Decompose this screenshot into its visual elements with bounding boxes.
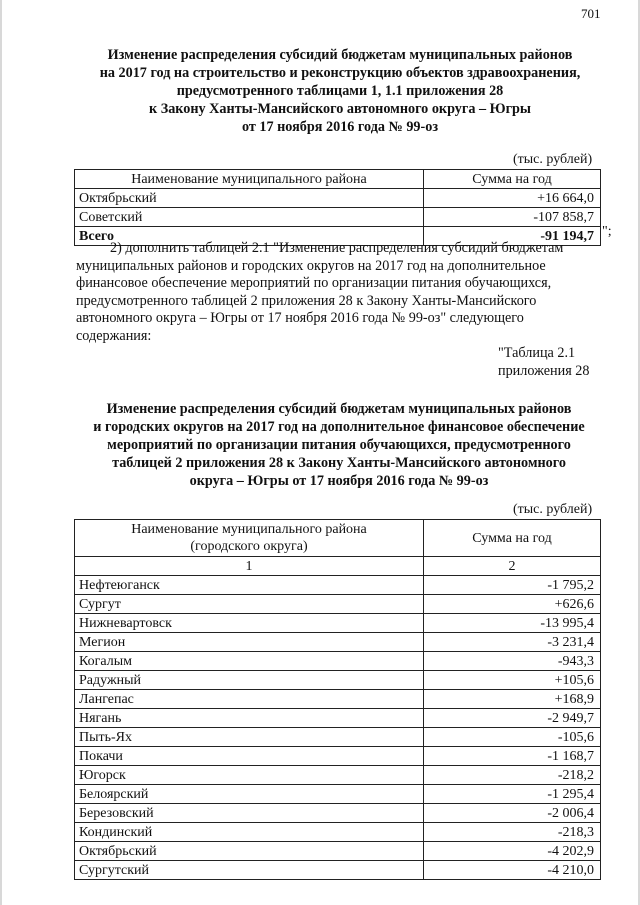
- column-number: 2: [424, 557, 601, 576]
- title-line: предусмотренного таблицами 1, 1.1 приложения 28: [176, 83, 504, 99]
- column-header-name: [75, 520, 424, 557]
- title-line: таблицей 2 приложения 28 к Закону Ханты-Мансийского автономного: [112, 455, 566, 471]
- table2-body: [75, 576, 601, 880]
- column-header-sum: Сумма на год: [424, 170, 601, 189]
- district-sum: -13 995,4: [424, 614, 601, 633]
- document-title: [60, 46, 620, 136]
- table-row: [75, 690, 601, 709]
- district-name: Сургутский: [75, 861, 424, 880]
- title-line: Изменение распределения субсидий бюджетам муниципальных районов: [107, 47, 573, 63]
- amendment-paragraph: [76, 240, 598, 345]
- table-row: [75, 614, 601, 633]
- table-row: [75, 671, 601, 690]
- table-row: [75, 728, 601, 747]
- district-name: Нефтеюганск: [75, 576, 424, 595]
- district-sum: +168,9: [424, 690, 601, 709]
- table-reference-line: "Таблица 2.1: [498, 345, 576, 361]
- scan-edge-left: [0, 0, 2, 905]
- paragraph-line: автономного округа – Югры от 17 ноября 2016 года № 99-оз" следующего: [76, 310, 524, 326]
- title-line: округа – Югры от 17 ноября 2016 года № 99-оз: [189, 473, 489, 489]
- title-line: Изменение распределения субсидий бюджетам муниципальных районов: [106, 401, 572, 417]
- table1-unit: (тыс. рублей): [513, 152, 593, 167]
- district-name: Пыть-Ях: [75, 728, 424, 747]
- district-name: Югорск: [75, 766, 424, 785]
- district-name: Березовский: [75, 804, 424, 823]
- total-sum: -91 194,7: [424, 227, 601, 246]
- paragraph-line: предусмотренного таблицей 2 приложения 28 к Закону Ханты-Мансийского: [76, 292, 537, 309]
- district-sum: -4 210,0: [424, 861, 601, 880]
- table-row: [75, 709, 601, 728]
- title-line: на 2017 год на строительство и реконструкцию объектов здравоохранения,: [99, 65, 581, 81]
- table-header-row: [75, 520, 601, 557]
- district-sum: -3 231,4: [424, 633, 601, 652]
- district-name: Лангепас: [75, 690, 424, 709]
- column-number-row: [75, 557, 601, 576]
- table1-closing-quote: ";: [602, 224, 612, 239]
- column-header-name-line1: Наименование муниципального района: [131, 522, 367, 537]
- paragraph-line: муниципальных районов и городских округов на 2017 год на дополнительное: [76, 257, 546, 274]
- subsidy-table-2: [74, 519, 601, 880]
- total-label: Всего: [75, 227, 424, 246]
- title-line: и городских округов на 2017 год на дополнительное финансовое обеспечение: [93, 419, 585, 435]
- district-sum: -105,6: [424, 728, 601, 747]
- district-sum: -1 795,2: [424, 576, 601, 595]
- district-sum: -218,2: [424, 766, 601, 785]
- table-row: [75, 747, 601, 766]
- district-name: Белоярский: [75, 785, 424, 804]
- district-sum: -2 949,7: [424, 709, 601, 728]
- district-sum: -4 202,9: [424, 842, 601, 861]
- column-number: 1: [75, 557, 424, 576]
- paragraph-text: 2) дополнить таблицей 2.1 "Изменение распределения субсидий бюджетам: [110, 240, 564, 256]
- district-name: Мегион: [75, 633, 424, 652]
- table-row: [75, 823, 601, 842]
- table-row: [75, 189, 601, 208]
- table-reference: [498, 344, 589, 380]
- title-line: от 17 ноября 2016 года № 99-оз: [241, 119, 439, 135]
- district-name: Советский: [75, 208, 424, 227]
- district-name: Нижневартовск: [75, 614, 424, 633]
- subsidy-table-1: [74, 169, 601, 246]
- paragraph-line: содержания:: [76, 327, 152, 344]
- district-sum: +626,6: [424, 595, 601, 614]
- table-row: [75, 633, 601, 652]
- district-sum: -943,3: [424, 652, 601, 671]
- table2-title: [66, 400, 612, 490]
- table-row: [75, 766, 601, 785]
- column-header-name-line2: (городского округа): [190, 539, 308, 554]
- district-name: Покачи: [75, 747, 424, 766]
- title-line: мероприятий по организации питания обучающихся, предусмотренного: [107, 437, 571, 453]
- table-row: [75, 576, 601, 595]
- district-sum: +105,6: [424, 671, 601, 690]
- table2-unit: (тыс. рублей): [513, 502, 593, 517]
- table-reference-line: приложения 28: [498, 363, 590, 379]
- district-name: Кондинский: [75, 823, 424, 842]
- page-number: 701: [581, 6, 601, 21]
- district-name: Сургут: [75, 595, 424, 614]
- district-sum: -107 858,7: [424, 208, 601, 227]
- district-sum: -1 295,4: [424, 785, 601, 804]
- district-sum: +16 664,0: [424, 189, 601, 208]
- paragraph-line: [76, 240, 598, 258]
- table-row: [75, 595, 601, 614]
- district-name: Радужный: [75, 671, 424, 690]
- district-name: Октябрьский: [75, 189, 424, 208]
- paragraph-line: финансовое обеспечение мероприятий по организации питания обучающихся,: [76, 275, 552, 291]
- table-row: [75, 785, 601, 804]
- table-row: [75, 208, 601, 227]
- table-row: [75, 652, 601, 671]
- table-row: [75, 804, 601, 823]
- table-row: [75, 861, 601, 880]
- table-header-row: [75, 170, 601, 189]
- district-sum: -218,3: [424, 823, 601, 842]
- title-line: к Закону Ханты-Мансийского автономного округа – Югры: [148, 101, 531, 117]
- column-header-sum: Сумма на год: [424, 520, 601, 557]
- column-header-name: Наименование муниципального района: [75, 170, 424, 189]
- table-row: [75, 842, 601, 861]
- district-sum: -2 006,4: [424, 804, 601, 823]
- district-name: Нягань: [75, 709, 424, 728]
- district-name: Октябрьский: [75, 842, 424, 861]
- district-name: Когалым: [75, 652, 424, 671]
- district-sum: -1 168,7: [424, 747, 601, 766]
